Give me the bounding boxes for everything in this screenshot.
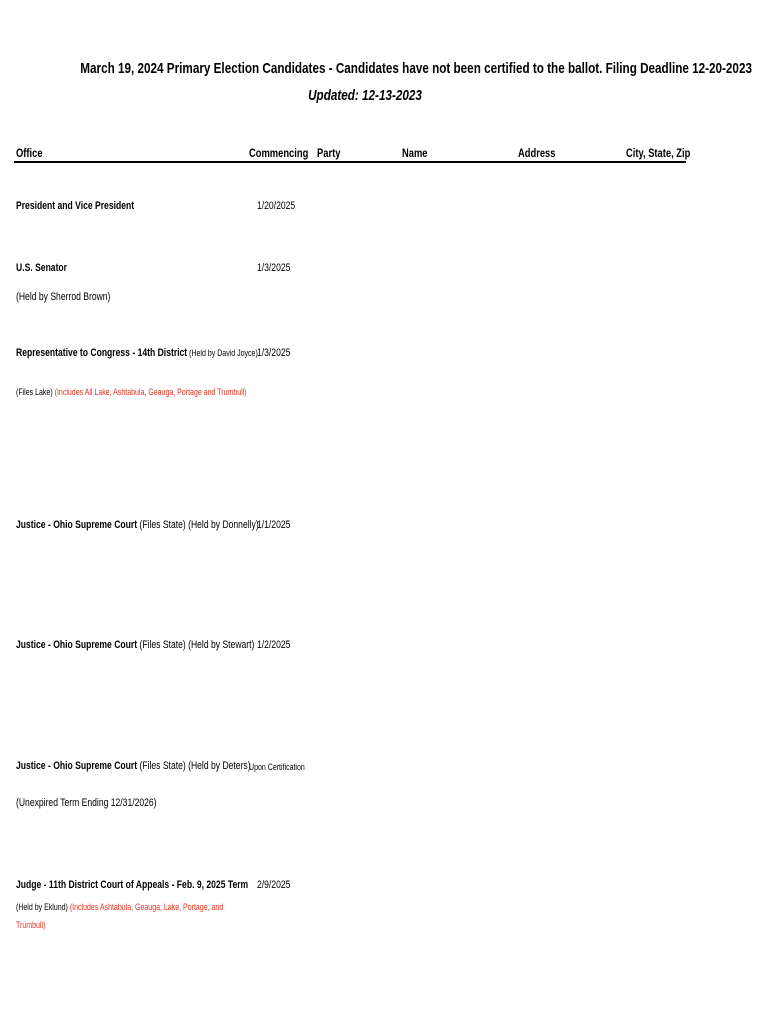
files-note: (Files Lake) — [16, 387, 55, 397]
col-party: Party — [317, 146, 341, 160]
office-line — [16, 760, 251, 772]
office-name: Justice - Ohio Supreme Court — [16, 639, 138, 651]
office-line — [16, 519, 259, 531]
office-note — [16, 387, 247, 397]
commencing-date: Upon Certification — [249, 762, 305, 772]
title-line-1: March 19, 2024 Primary Election Candidates - Candidates have not been certified to the ballot. Filing Deadline 12-20-2023 — [80, 60, 752, 77]
office-name: Justice - Ohio Supreme Court — [16, 760, 138, 772]
office-note: (Unexpired Term Ending 12/31/2026) — [16, 797, 157, 809]
commencing-date: 2/9/2025 — [257, 879, 291, 891]
office-line — [16, 347, 258, 359]
commencing-date: 1/1/2025 — [257, 519, 291, 531]
office-name: U.S. Senator — [16, 262, 68, 274]
commencing-date: 1/3/2025 — [257, 262, 291, 274]
title-updated: Updated: 12-13-2023 — [308, 87, 422, 104]
commencing-date: 1/20/2025 — [257, 200, 296, 212]
includes-note-cont: Trumbull) — [16, 920, 46, 930]
office-name: Representative to Congress - 14th District — [16, 347, 188, 359]
col-address: Address — [518, 146, 556, 160]
includes-note: (Includes Ashtabula, Geauga, Lake, Portage, and — [69, 902, 224, 912]
header-rule — [14, 161, 686, 163]
office-note: (Held by Sherrod Brown) — [16, 291, 111, 303]
col-commencing: Commencing — [249, 146, 309, 160]
commencing-date: 1/3/2025 — [257, 347, 291, 359]
office-name: Judge - 11th District Court of Appeals - Feb. 9, 2025 Term — [16, 879, 249, 891]
office-name: President and Vice President — [16, 200, 135, 212]
office-line — [16, 639, 254, 651]
office-note — [16, 902, 223, 912]
commencing-date: 1/2/2025 — [257, 639, 291, 651]
office-held-by: (Files State) (Held by Donnelly) — [137, 519, 259, 531]
office-held-by: (Files State) (Held by Stewart) — [137, 639, 255, 651]
office-held-by: (Files State) (Held by Deters) — [137, 760, 251, 772]
col-office: Office — [16, 146, 43, 160]
col-name: Name — [402, 146, 428, 160]
includes-note: (Includes All Lake, Ashtabula, Geauga, Portage and Trumbull) — [54, 387, 247, 397]
col-city-state-zip: City, State, Zip — [626, 146, 691, 160]
office-held-by: (Held by David Joyce) — [187, 348, 258, 358]
held-by-note: (Held by Eklund) — [16, 902, 70, 912]
office-name: Justice - Ohio Supreme Court — [16, 519, 138, 531]
